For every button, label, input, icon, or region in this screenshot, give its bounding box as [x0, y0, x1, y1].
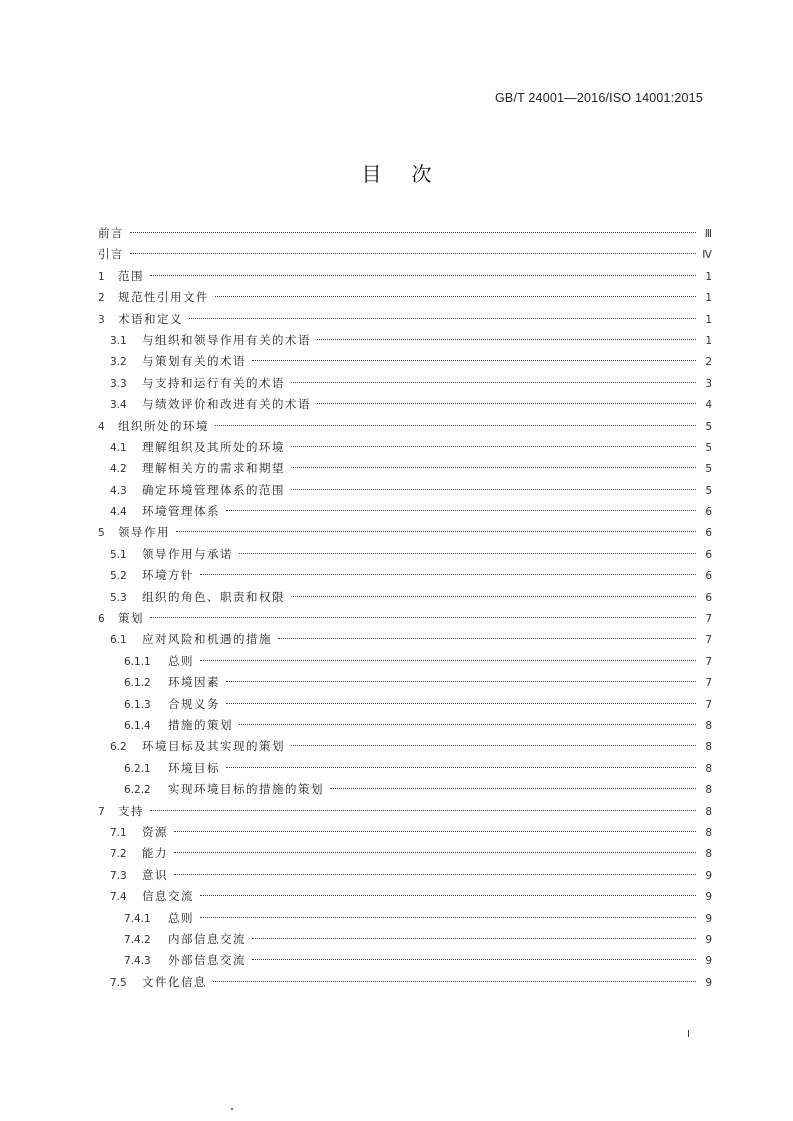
toc-entry-page: 7 [705, 634, 712, 647]
toc-entry-number: 4.4 [110, 506, 127, 519]
dot-leader [226, 703, 696, 704]
dot-leader [189, 318, 696, 319]
dot-leader [252, 938, 696, 939]
toc-entry-page: 8 [705, 784, 712, 797]
toc-entry[interactable] [98, 865, 712, 886]
toc-entry-number: 7.1 [110, 826, 127, 839]
dot-leader [239, 553, 696, 554]
dot-leader [239, 724, 696, 725]
toc-entry-page: 6 [705, 570, 712, 583]
dot-leader [174, 874, 696, 875]
toc-entry-page: 8 [705, 741, 712, 754]
toc-entry-title: 信息交流 [142, 889, 194, 904]
toc-entry-page: 9 [705, 891, 712, 904]
dot-leader [215, 296, 696, 297]
toc-entry-title: 文件化信息 [142, 974, 207, 989]
toc-entry-page: 6 [705, 591, 712, 604]
toc-entry[interactable] [98, 287, 712, 308]
dot-leader [291, 489, 696, 490]
toc-entry-number: 7 [98, 805, 105, 818]
toc-entry[interactable] [98, 416, 712, 437]
toc-entry[interactable] [98, 501, 712, 522]
toc-entry-title: 领导作用 [118, 525, 170, 540]
toc-entry-title: 环境因素 [168, 675, 220, 690]
toc-entry-number: 5.1 [110, 548, 127, 561]
toc-entry[interactable] [98, 223, 712, 244]
toc-entry-page: 5 [705, 463, 712, 476]
toc-entry[interactable] [98, 608, 712, 629]
toc-entry-title: 总则 [168, 910, 194, 925]
toc-entry-title: 组织的角色、职责和权限 [142, 589, 285, 604]
toc-entry-page: 5 [705, 484, 712, 497]
toc-entry-number: 3.4 [110, 399, 127, 412]
toc-entry-title: 总则 [168, 653, 194, 668]
page-number: I [687, 1029, 690, 1040]
toc-entry[interactable] [98, 779, 712, 800]
toc-entry[interactable] [98, 950, 712, 971]
toc-entry[interactable] [98, 522, 712, 543]
toc-entry-page: 9 [705, 933, 712, 946]
table-of-contents [98, 223, 712, 993]
dot-leader [226, 767, 696, 768]
toc-entry-page: Ⅲ [704, 228, 712, 240]
dot-leader [291, 596, 696, 597]
dot-leader [291, 745, 696, 746]
toc-entry-page: 9 [705, 976, 712, 989]
dot-leader [150, 617, 696, 618]
dot-leader [252, 959, 696, 960]
toc-entry-title: 与策划有关的术语 [142, 354, 246, 369]
toc-entry-page: 3 [705, 377, 712, 390]
toc-entry[interactable] [98, 480, 712, 501]
toc-entry[interactable] [98, 373, 712, 394]
dot-leader [291, 446, 696, 447]
dot-leader [174, 852, 696, 853]
toc-entry-number: 7.4.3 [124, 955, 151, 968]
dot-leader [200, 895, 696, 896]
toc-entry-page: 4 [705, 399, 712, 412]
dot-leader [213, 981, 696, 982]
toc-entry[interactable] [98, 843, 712, 864]
toc-entry-title: 应对风险和机遇的措施 [142, 632, 272, 647]
toc-entry-number: 1 [98, 270, 105, 283]
toc-entry-number: 3.1 [110, 334, 127, 347]
toc-entry[interactable] [98, 736, 712, 757]
toc-entry-page: 9 [705, 955, 712, 968]
toc-entry[interactable] [98, 309, 712, 330]
toc-entry-number: 3 [98, 313, 105, 326]
toc-entry-title: 规范性引用文件 [118, 290, 209, 305]
toc-entry-page: 1 [705, 270, 712, 283]
scan-mark [231, 1108, 233, 1110]
dot-leader [130, 232, 696, 233]
toc-entry-title: 外部信息交流 [168, 953, 246, 968]
toc-entry[interactable] [98, 972, 712, 993]
toc-entry-page: 8 [705, 719, 712, 732]
toc-entry-page: 8 [705, 762, 712, 775]
toc-entry-title: 前言 [98, 226, 124, 240]
toc-entry[interactable] [98, 437, 712, 458]
toc-entry-number: 7.4.2 [124, 933, 151, 946]
dot-leader [150, 810, 696, 811]
toc-entry-number: 6.1.2 [124, 677, 151, 690]
toc-entry-page: 8 [705, 805, 712, 818]
toc-entry-page: 5 [705, 441, 712, 454]
toc-entry-number: 7.3 [110, 869, 127, 882]
toc-entry-number: 6.2.2 [124, 784, 151, 797]
toc-entry-number: 4.2 [110, 463, 127, 476]
toc-entry-number: 6.1.3 [124, 698, 151, 711]
toc-entry-number: 4 [98, 420, 105, 433]
toc-entry-title: 环境目标 [168, 760, 220, 775]
toc-entry[interactable] [98, 822, 712, 843]
toc-entry-number: 6.1.4 [124, 719, 151, 732]
toc-entry[interactable] [98, 351, 712, 372]
dot-leader [291, 467, 696, 468]
toc-entry[interactable] [98, 244, 712, 265]
toc-entry[interactable] [98, 629, 712, 650]
toc-entry-page: 2 [705, 356, 712, 369]
toc-entry-page: 5 [705, 420, 712, 433]
toc-entry[interactable] [98, 694, 712, 715]
toc-entry-number: 5.3 [110, 591, 127, 604]
toc-entry-page: 7 [705, 677, 712, 690]
toc-entry[interactable] [98, 266, 712, 287]
toc-entry-page: 6 [705, 548, 712, 561]
toc-entry-page: 8 [705, 848, 712, 861]
toc-entry-page: 8 [705, 826, 712, 839]
toc-entry-number: 4.3 [110, 484, 127, 497]
toc-entry-title: 与组织和领导作用有关的术语 [142, 332, 311, 347]
toc-entry[interactable] [98, 715, 712, 736]
toc-entry-title: 领导作用与承诺 [142, 546, 233, 561]
dot-leader [215, 425, 696, 426]
toc-entry-page: 7 [705, 698, 712, 711]
standard-code: GB/T 24001—2016/ISO 14001:2015 [494, 91, 703, 105]
toc-entry[interactable] [98, 330, 712, 351]
toc-entry-number: 6.2.1 [124, 762, 151, 775]
toc-entry-number: 6 [98, 613, 105, 626]
toc-entry-title: 术语和定义 [118, 311, 183, 326]
toc-entry-title: 与支持和运行有关的术语 [142, 375, 285, 390]
toc-entry[interactable] [98, 544, 712, 565]
toc-entry-title: 能力 [142, 846, 168, 861]
dot-leader [252, 360, 696, 361]
toc-entry-number: 6.1.1 [124, 655, 151, 668]
toc-entry-title: 理解相关方的需求和期望 [142, 461, 285, 476]
toc-entry[interactable] [98, 587, 712, 608]
toc-entry[interactable] [98, 929, 712, 950]
toc-entry-number: 6.1 [110, 634, 127, 647]
toc-entry-title: 内部信息交流 [168, 931, 246, 946]
toc-entry[interactable] [98, 801, 712, 822]
toc-entry[interactable] [98, 908, 712, 929]
toc-entry[interactable] [98, 672, 712, 693]
toc-entry-title: 策划 [118, 611, 144, 626]
toc-entry-number: 7.4.1 [124, 912, 151, 925]
toc-entry-page: Ⅳ [702, 249, 712, 262]
toc-entry-title: 范围 [118, 268, 144, 283]
dot-leader [278, 638, 696, 639]
toc-entry-title: 实现环境目标的措施的策划 [168, 782, 324, 797]
toc-entry-page: 9 [705, 869, 712, 882]
toc-entry-title: 支持 [118, 803, 144, 818]
toc-entry-page: 7 [705, 613, 712, 626]
dot-leader [200, 917, 696, 918]
toc-entry-title: 环境管理体系 [142, 504, 220, 519]
toc-entry[interactable] [98, 565, 712, 586]
toc-entry-title: 组织所处的环境 [118, 418, 209, 433]
toc-entry-page: 1 [705, 292, 712, 305]
toc-entry-number: 3.3 [110, 377, 127, 390]
dot-leader [176, 531, 696, 532]
toc-entry-number: 5 [98, 527, 105, 540]
toc-entry-title: 环境方针 [142, 568, 194, 583]
toc-entry-page: 1 [705, 334, 712, 347]
toc-entry[interactable] [98, 458, 712, 479]
dot-leader [330, 788, 696, 789]
dot-leader [317, 339, 696, 340]
toc-entry-title: 引言 [98, 247, 124, 262]
dot-leader [226, 510, 696, 511]
dot-leader [291, 382, 696, 383]
page-title: 目次 [361, 162, 462, 186]
toc-entry-page: 6 [705, 527, 712, 540]
toc-entry-number: 7.2 [110, 848, 127, 861]
toc-entry[interactable] [98, 651, 712, 672]
dot-leader [317, 403, 696, 404]
dot-leader [200, 660, 696, 661]
toc-entry-number: 5.2 [110, 570, 127, 583]
toc-entry[interactable] [98, 886, 712, 907]
toc-entry-title: 资源 [142, 824, 168, 839]
toc-entry[interactable] [98, 394, 712, 415]
dot-leader [200, 574, 696, 575]
dot-leader [150, 275, 696, 276]
toc-entry-number: 3.2 [110, 356, 127, 369]
toc-entry-page: 9 [705, 912, 712, 925]
toc-entry-title: 合规义务 [168, 696, 220, 711]
toc-entry-number: 2 [98, 292, 105, 305]
toc-entry-page: 6 [705, 506, 712, 519]
toc-entry-title: 意识 [142, 867, 168, 882]
dot-leader [130, 253, 696, 254]
toc-entry-title: 与绩效评价和改进有关的术语 [142, 397, 311, 412]
dot-leader [174, 831, 696, 832]
dot-leader [226, 681, 696, 682]
toc-entry-number: 7.5 [110, 976, 127, 989]
toc-entry-title: 环境目标及其实现的策划 [142, 739, 285, 754]
toc-entry-title: 措施的策划 [168, 717, 233, 732]
toc-entry[interactable] [98, 758, 712, 779]
toc-entry-number: 4.1 [110, 441, 127, 454]
toc-entry-page: 1 [705, 313, 712, 326]
toc-entry-title: 确定环境管理体系的范围 [142, 482, 285, 497]
toc-entry-number: 6.2 [110, 741, 127, 754]
toc-entry-title: 理解组织及其所处的环境 [142, 439, 285, 454]
toc-entry-page: 7 [705, 655, 712, 668]
toc-entry-number: 7.4 [110, 891, 127, 904]
